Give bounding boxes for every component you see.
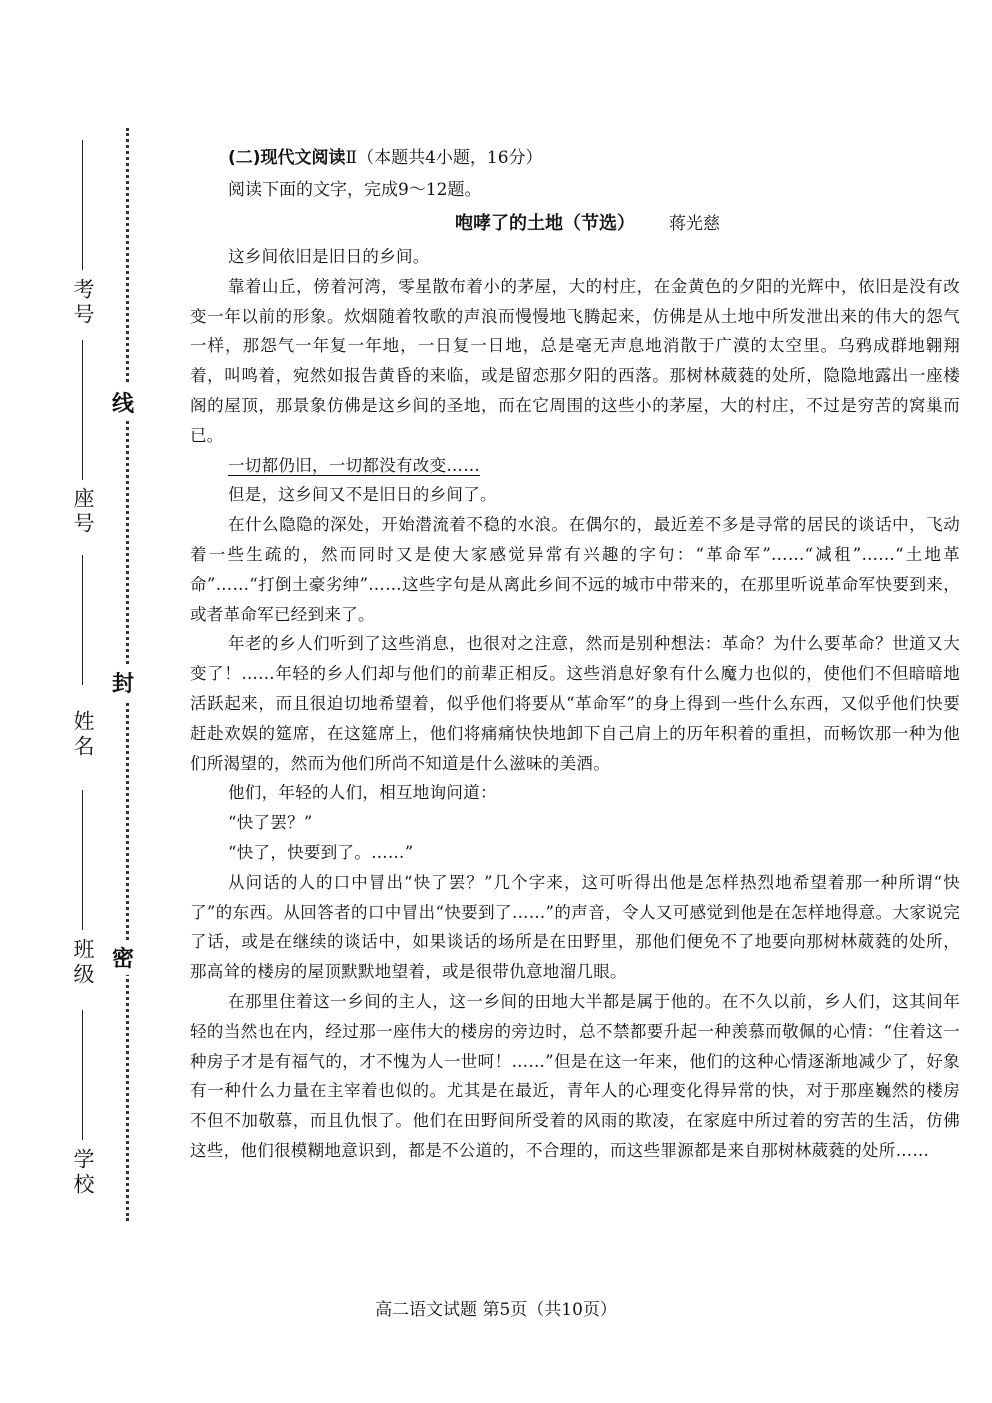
school-label: 学校 <box>71 1148 95 1198</box>
name-label: 姓名 <box>71 710 95 760</box>
school-line[interactable] <box>82 1010 83 1140</box>
underlined-sentence: 一切都仍旧，一切都没有改变…… <box>228 455 480 475</box>
page-footer: 高二语文试题 第5页（共10页） <box>375 1300 617 1320</box>
seat-number-label: 座号 <box>71 487 95 537</box>
seal-char-seal: 封 <box>112 665 134 700</box>
article-title: 咆哮了的土地（节选） <box>455 213 635 234</box>
paragraph: 在那里住着这一乡间的主人，这一乡间的田地大半都是属于他的。在不久以前，乡人们，这其间年轻的当然也在内，经过那一座伟大的楼房的旁边时，总不禁都要升起一种羡慕而敬佩的心情：“住着这一种房子才是有福气的，才不愧为人一世呵！……”但是在这一年来，他们的这种心情逐渐地减少了，好象有一种什么力量在主宰着也似的。尤其是在最近，青年人的心理变化得异常的快，对于那座巍然的楼房不但不加敬慕，而且仇恨了。他们在田野间所受着的风雨的欺凌，在家庭中所过着的穷苦的生活，仿佛这些，他们很模糊地意识到，都是不公道的，不合理的，而这些罪源都是来自那树林葳蕤的处所…… <box>190 991 960 1160</box>
seal-char-line: 线 <box>112 385 134 420</box>
seal-char-secret: 密 <box>112 940 134 975</box>
section-heading-title: (二)现代文阅读 <box>228 148 346 168</box>
seat-number-line[interactable] <box>82 340 83 480</box>
paragraph: 靠着山丘，傍着河湾，零星散布着小的茅屋，大的村庄，在金黄色的夕阳的光辉中，依旧是没有改变一年以前的形象。炊烟随着牧歌的声浪而慢慢地飞腾起来，仿佛是从土地中所发泄出来的伟大的怨气一样，那怨气一年复一年地，一日复一日地，总是毫无声息地消散于广漠的太空里。乌鸦成群地翱翔着，叫鸣着，宛然如报告黄昏的来临，或是留恋那夕阳的西落。那树林葳蕤的处所，隐隐地露出一座楼阁的屋顶，那景象仿佛是这乡间的圣地，而在它周围的这些小的茅屋，大的村庄，不过是穷苦的窝巢而已。 <box>190 276 960 445</box>
section-heading-note: （本题共4小题，16分） <box>357 148 543 168</box>
section-heading-number: Ⅱ <box>345 148 358 168</box>
section-heading <box>228 142 960 174</box>
article-author: 蒋光慈 <box>669 214 720 234</box>
paragraph <box>190 451 960 481</box>
paragraph: 在什么隐隐的深处，开始潜流着不稳的水浪。在偶尔的，最近差不多是寻常的居民的谈话中，飞动着一些生疏的，然而同时又是使大家感觉异常有兴趣的字句：“革命军”……“减租”……“土地革命”……“打倒土豪劣绅”……这些字句是从离此乡间不远的城市中带来的，在那里听说革命军快要到来，或者革命军已经到来了。 <box>190 515 960 624</box>
paragraph: “快了，快要到了。……” <box>228 842 414 862</box>
binding-margin <box>0 0 160 1403</box>
article-title-row <box>190 206 960 242</box>
paragraph: 年老的乡人们听到了这些消息，也很对之注意，然而是别种想法：革命？为什么要革命？世道又大变了！……年轻的乡人们却与他们的前辈正相反。这些消息好象有什么魔力也似的，使他们不但暗暗地活跃起来，而且很迫切地希望着，似乎他们将要从“革命军”的身上得到一些什么东西，又似乎他们快要赶赴欢娱的筵席，在这筵席上，他们将痛痛快快地卸下自己肩上的历年积着的重担，而畅饮那一种为他们所渴望的，然而为他们所尚不知道是什么滋味的美酒。 <box>190 634 960 773</box>
section-instruction: 阅读下面的文字，完成9～12题。 <box>228 180 482 200</box>
paragraph: 但是，这乡间又不是旧日的乡间了。 <box>228 485 497 505</box>
paragraph: 从问话的人的口中冒出“快了罢？”几个字来，这可听得出他是怎样热烈地希望着那一种所谓“快了”的东西。从回答者的口中冒出“快要到了……”的声音，令人又可感觉到他是在怎样地得意。大家说完了话，或是在继续的谈话中，如果谈话的场所是在田野里，那他们便免不了地要向那树林葳蕤的处所，那高耸的楼房的屋顶默默地望着，或是很带仇意地溜几眼。 <box>190 872 960 982</box>
class-line[interactable] <box>82 790 83 930</box>
paragraph: 他们，年轻的人们，相互地询问道： <box>228 783 497 803</box>
exam-number-line[interactable] <box>82 140 83 270</box>
class-label: 班级 <box>71 938 95 988</box>
paragraph: 这乡间依旧是旧日的乡间。 <box>228 247 430 266</box>
paragraph: “快了罢？” <box>228 813 313 833</box>
reading-section <box>190 142 960 1166</box>
exam-number-label: 考号 <box>71 278 95 328</box>
name-line[interactable] <box>82 555 83 685</box>
